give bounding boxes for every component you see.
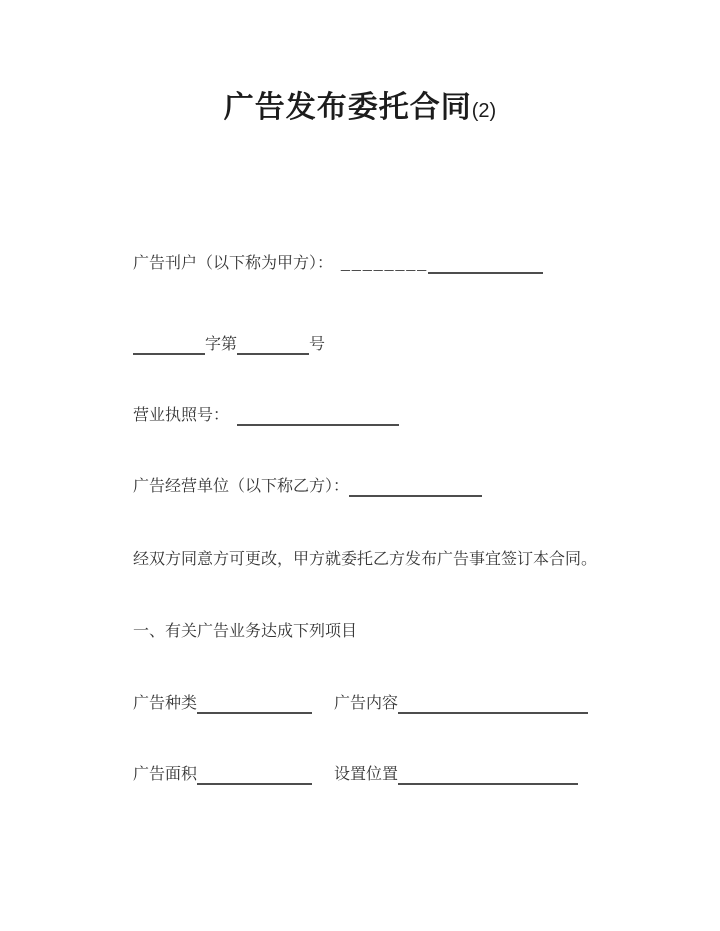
party-b-label: 广告经营单位（以下称乙方）： xyxy=(133,478,350,495)
document-title xyxy=(0,82,720,126)
document-number-line xyxy=(133,335,325,355)
business-license-label: 营业执照号： xyxy=(133,407,230,424)
document-title-text: 广告发布委托合同 xyxy=(223,91,472,124)
ad-type-blank-line xyxy=(197,694,312,714)
business-license-blank-line xyxy=(237,406,399,426)
agreement-sentence xyxy=(133,550,597,570)
doc-number-prefix-blank xyxy=(133,335,205,355)
document-title-number: (2) xyxy=(471,100,497,122)
placement-blank-line xyxy=(398,765,578,785)
fields-row-2 xyxy=(133,765,578,785)
agreement-text: 经双方同意方可更改，甲方就委托乙方发布广告事宜签订本合同。 xyxy=(133,551,598,568)
section-one-text: 一、有关广告业务达成下列项目 xyxy=(133,623,358,640)
ad-area-blank-line xyxy=(197,765,312,785)
doc-number-value-blank xyxy=(237,335,309,355)
placement-label: 设置位置 xyxy=(334,766,399,783)
party-b-blank-line xyxy=(349,477,482,497)
ad-content-label: 广告内容 xyxy=(334,695,399,712)
business-license-line xyxy=(133,406,399,426)
ad-area-label: 广告面积 xyxy=(133,766,198,783)
ad-type-label: 广告种类 xyxy=(133,695,198,712)
party-a-label: 广告刊户（以下称为甲方）： xyxy=(133,255,334,272)
doc-number-suffix-label: 号 xyxy=(309,336,326,353)
ad-content-blank-line xyxy=(398,694,588,714)
section-one-heading xyxy=(133,622,357,642)
party-b-line xyxy=(133,477,482,497)
party-a-line xyxy=(133,254,543,274)
doc-number-mid-label: 字第 xyxy=(205,336,238,353)
fields-row-1 xyxy=(133,694,588,714)
party-a-underscores: ________ xyxy=(341,255,429,272)
party-a-blank-line xyxy=(428,254,543,274)
